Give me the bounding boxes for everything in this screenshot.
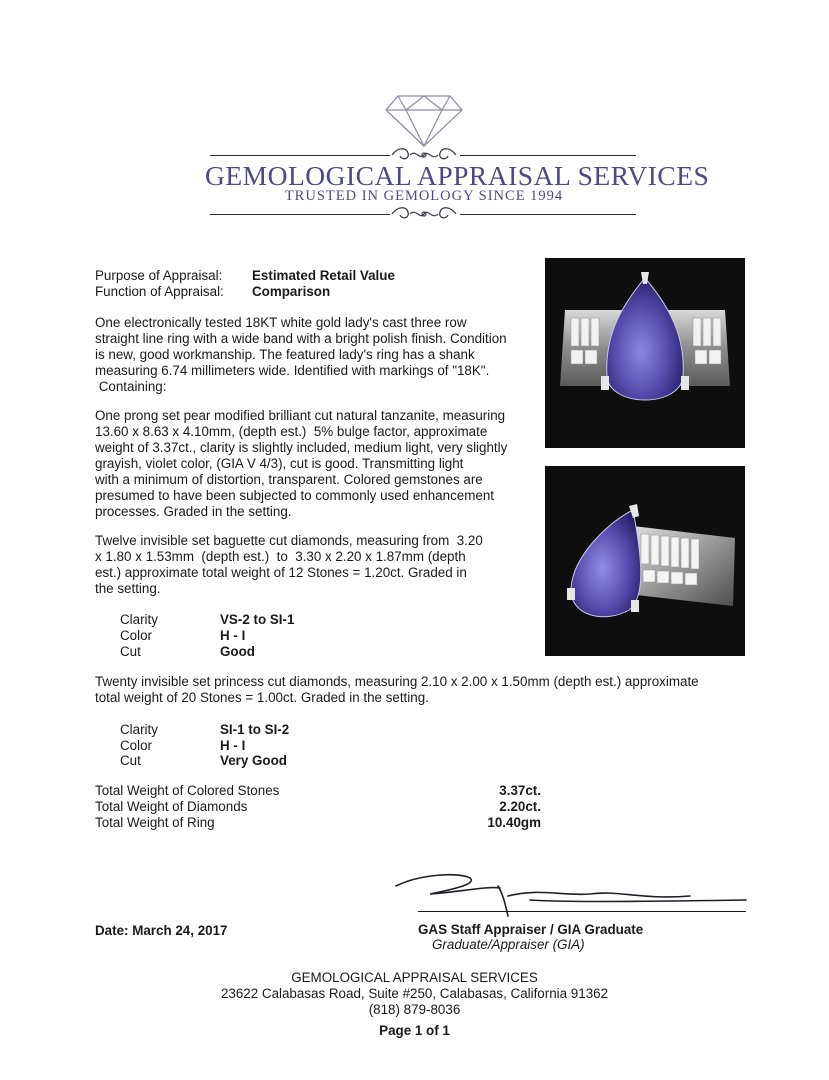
header-rule-bottom-right: [460, 214, 636, 215]
ring-description-line: is new, good workmanship. The featured lady's ring has a shank: [95, 347, 475, 362]
tanzanite-line: One prong set pear modified brilliant cut natural tanzanite, measuring: [95, 408, 506, 423]
appraiser-title: GAS Staff Appraiser / GIA Graduate: [418, 922, 644, 937]
grade-label: Cut: [120, 753, 141, 768]
grade-value: VS-2 to SI-1: [220, 612, 295, 627]
baguette-line: est.) approximate total weight of 12 Stones = 1.20ct. Graded in: [95, 565, 467, 580]
ring-description: [95, 315, 535, 395]
company-tagline: TRUSTED IN GEMOLOGY SINCE 1994: [284, 188, 564, 204]
scroll-flourish-icon: [388, 204, 460, 224]
footer-company: GEMOLOGICAL APPRAISAL SERVICES: [291, 970, 538, 985]
ring-description-line: One electronically tested 18KT white gold lady's cast three row: [95, 315, 467, 330]
grade-value: Very Good: [220, 753, 287, 768]
appraiser-signature: [390, 866, 750, 922]
grade-value: H - I: [220, 738, 246, 753]
appraiser-subtitle: Graduate/Appraiser (GIA): [432, 937, 585, 952]
footer-address: 23622 Calabasas Road, Suite #250, Calabasas, California 91362: [220, 986, 609, 1001]
diamond-logo-icon: [384, 92, 464, 148]
princess-description: [95, 674, 735, 706]
ring-photo-side: [545, 466, 745, 656]
signature-line: [418, 911, 746, 912]
header-rule-bottom-left: [210, 214, 390, 215]
tanzanite-line: grayish, violet color, (GIA V 4/3), cut is good. Transmitting light: [95, 456, 464, 471]
footer-phone: (818) 879-8036: [368, 1002, 461, 1017]
header-rule-top-left: [210, 155, 390, 156]
grade-value: SI-1 to SI-2: [220, 722, 290, 737]
baguette-line: x 1.80 x 1.53mm (depth est.) to 3.30 x 2.20 x 1.87mm (depth: [95, 549, 466, 564]
total-label: Total Weight of Ring: [95, 815, 215, 830]
function-value: Comparison: [252, 284, 331, 299]
tanzanite-line: processes. Graded in the setting.: [95, 504, 292, 519]
company-name: GEMOLOGICAL APPRAISAL SERVICES: [205, 160, 710, 191]
princess-line: Twenty invisible set princess cut diamonds, measuring 2.10 x 2.00 x 1.50mm (depth est.) approximate: [95, 674, 699, 689]
ring-description-line: Containing:: [95, 379, 167, 394]
total-value: 3.37ct.: [499, 783, 541, 798]
baguette-line: Twelve invisible set baguette cut diamonds, measuring from 3.20: [95, 533, 483, 548]
grade-label: Clarity: [120, 612, 158, 627]
grade-value: H - I: [220, 628, 246, 643]
purpose-value: Estimated Retail Value: [252, 268, 395, 283]
total-value: 10.40gm: [487, 815, 541, 830]
princess-line: total weight of 20 Stones = 1.00ct. Graded in the setting.: [95, 690, 429, 705]
appraisal-date: Date: March 24, 2017: [95, 923, 228, 938]
total-value: 2.20ct.: [499, 799, 541, 814]
grade-label: Clarity: [120, 722, 158, 737]
grade-value: Good: [220, 644, 255, 659]
total-label: Total Weight of Diamonds: [95, 799, 248, 814]
ring-photo-front: [545, 258, 745, 448]
baguette-description: [95, 533, 535, 597]
tanzanite-line: weight of 3.37ct., clarity is slightly included, medium light, very slightly: [95, 440, 508, 455]
tanzanite-line: 13.60 x 8.63 x 4.10mm, (depth est.) 5% bulge factor, approximate: [95, 424, 488, 439]
grade-label: Color: [120, 628, 152, 643]
total-label: Total Weight of Colored Stones: [95, 783, 280, 798]
ring-description-line: measuring 6.74 millimeters wide. Identified with markings of "18K".: [95, 363, 490, 378]
tanzanite-line: presumed to have been subjected to commonly used enhancement: [95, 488, 494, 503]
tanzanite-description: [95, 408, 535, 520]
grade-label: Color: [120, 738, 152, 753]
baguette-line: the setting.: [95, 581, 161, 596]
function-label: Function of Appraisal:: [95, 284, 224, 299]
header-rule-top-right: [460, 155, 636, 156]
ring-description-line: straight line ring with a wide band with a bright polish finish. Condition: [95, 331, 507, 346]
tanzanite-line: with a minimum of distortion, transparent. Colored gemstones are: [95, 472, 483, 487]
purpose-label: Purpose of Appraisal:: [95, 268, 223, 283]
page-number: Page 1 of 1: [379, 1023, 450, 1038]
grade-label: Cut: [120, 644, 141, 659]
